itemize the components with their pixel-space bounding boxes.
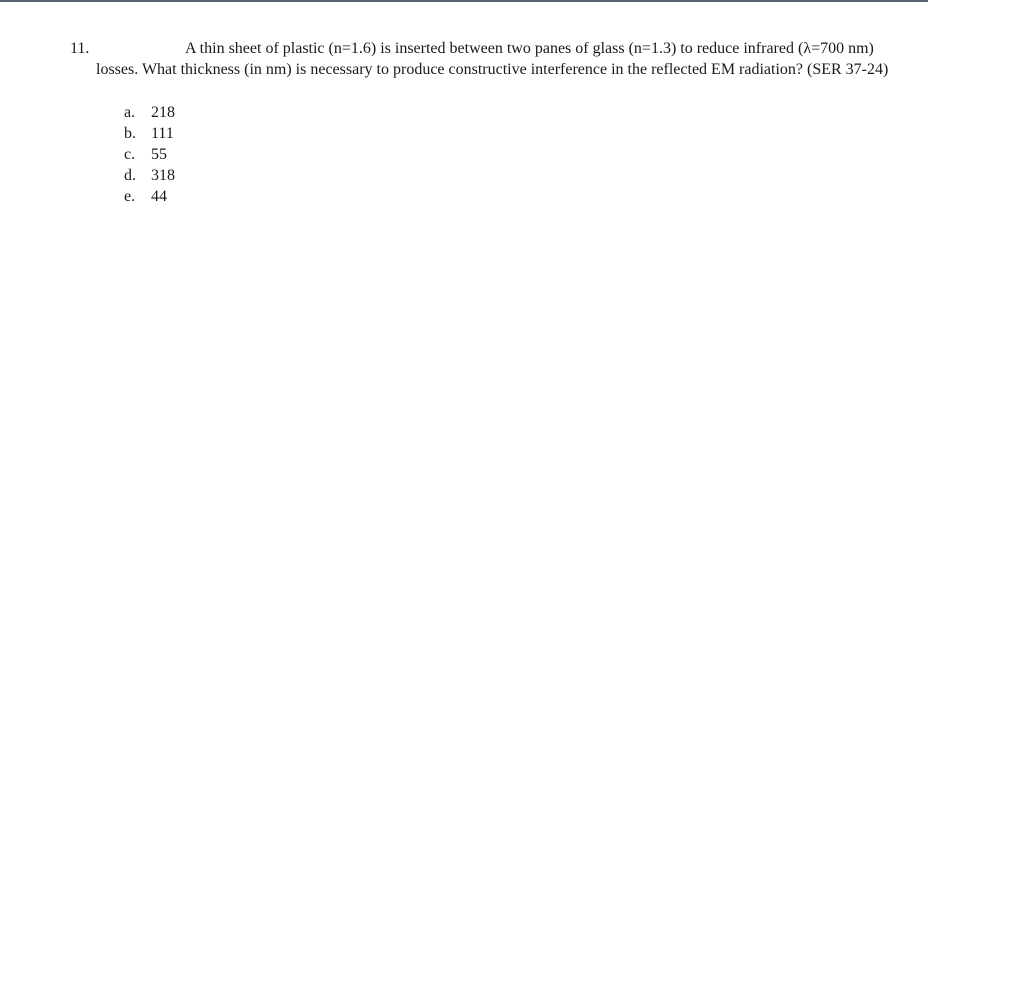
question-text: A thin sheet of plastic (n=1.6) is inserted between two panes of glass (n=1.3) to reduce infrared (λ=700 nm) losses. What thickness (in nm) is necessary to produce constructive interference in the reflected EM radiation? (SER 37-24) bbox=[96, 40, 889, 78]
question-number: 11. bbox=[70, 40, 90, 57]
choice-value: 55 bbox=[151, 146, 167, 163]
choice-letter: b. bbox=[124, 125, 136, 142]
question-block bbox=[70, 38, 900, 80]
choice-value: 111 bbox=[151, 125, 174, 142]
choice-a bbox=[124, 102, 175, 123]
choice-letter: d. bbox=[124, 167, 136, 184]
choice-value: 44 bbox=[151, 188, 167, 205]
choice-c bbox=[124, 144, 175, 165]
top-divider bbox=[0, 0, 928, 2]
choice-e bbox=[124, 186, 175, 207]
answer-choices bbox=[124, 102, 175, 207]
choice-d bbox=[124, 165, 175, 186]
choice-letter: e. bbox=[124, 188, 136, 205]
choice-letter: c. bbox=[124, 146, 136, 163]
choice-value: 218 bbox=[151, 104, 175, 121]
choice-value: 318 bbox=[151, 167, 175, 184]
choice-b bbox=[124, 123, 175, 144]
choice-letter: a. bbox=[124, 104, 136, 121]
